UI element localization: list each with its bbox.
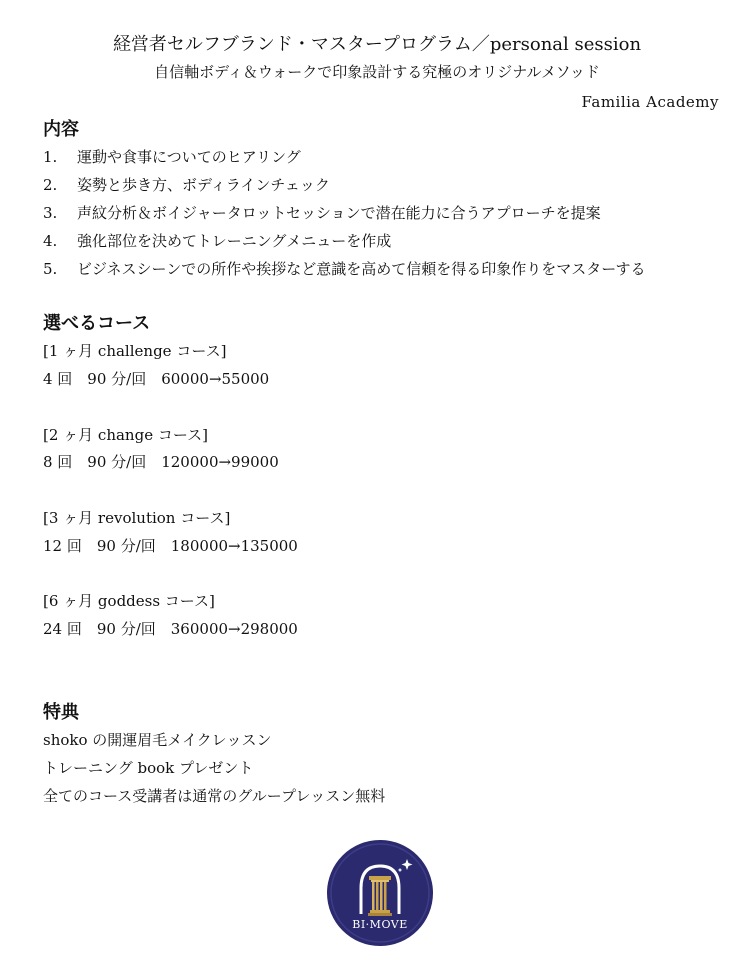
- list-item-number: 4.: [43, 232, 58, 250]
- list-item-text: 声紋分析＆ボイジャータロットセッションで潜在能力に合うアプローチを提案: [77, 204, 601, 222]
- contents-heading: 内容: [43, 119, 79, 140]
- document-subtitle: 自信軸ボディ＆ウォークで印象設計する究極のオリジナルメソッド: [154, 63, 600, 81]
- organization-name: Familia Academy: [581, 93, 719, 111]
- list-item: [43, 173, 646, 201]
- course-detail: 8 回 90 分/回 120000→99000: [43, 453, 279, 471]
- benefit-item: 全てのコース受講者は通常のグループレッスン無料: [43, 787, 386, 805]
- benefit-item: トレーニング book プレゼント: [43, 759, 254, 777]
- list-item-number: 3.: [43, 204, 58, 222]
- course-detail: 4 回 90 分/回 60000→55000: [43, 370, 270, 388]
- list-item-number: 2.: [43, 176, 58, 194]
- list-item: [43, 145, 646, 173]
- list-item-number: 5.: [43, 260, 58, 278]
- logo-text: BI·MOVE: [352, 918, 408, 931]
- list-item-text: ビジネスシーンでの所作や挨拶など意識を高めて信頼を得る印象作りをマスターする: [77, 260, 646, 278]
- course-name: [2 ヶ月 change コース]: [43, 426, 208, 444]
- list-item-text: 姿勢と歩き方、ボディラインチェック: [77, 176, 330, 194]
- document-title: 経営者セルフブランド・マスタープログラム／personal session: [112, 34, 642, 55]
- benefits-heading: 特典: [43, 702, 79, 723]
- list-item-number: 1.: [43, 148, 58, 166]
- course-name: [3 ヶ月 revolution コース]: [43, 509, 231, 527]
- course-detail: 24 回 90 分/回 360000→298000: [43, 620, 298, 638]
- list-item: [43, 229, 646, 257]
- list-item-text: 運動や食事についてのヒアリング: [77, 148, 301, 166]
- list-item: [43, 257, 646, 285]
- contents-list: [43, 145, 646, 285]
- list-item: [43, 201, 646, 229]
- bimove-logo: [327, 840, 433, 946]
- courses-heading: 選べるコース: [43, 313, 151, 334]
- course-name: [6 ヶ月 goddess コース]: [43, 592, 215, 610]
- benefit-item: shoko の開運眉毛メイクレッスン: [43, 731, 272, 749]
- list-item-text: 強化部位を決めてトレーニングメニューを作成: [77, 232, 392, 250]
- course-detail: 12 回 90 分/回 180000→135000: [43, 537, 298, 555]
- course-name: [1 ヶ月 challenge コース]: [43, 342, 227, 360]
